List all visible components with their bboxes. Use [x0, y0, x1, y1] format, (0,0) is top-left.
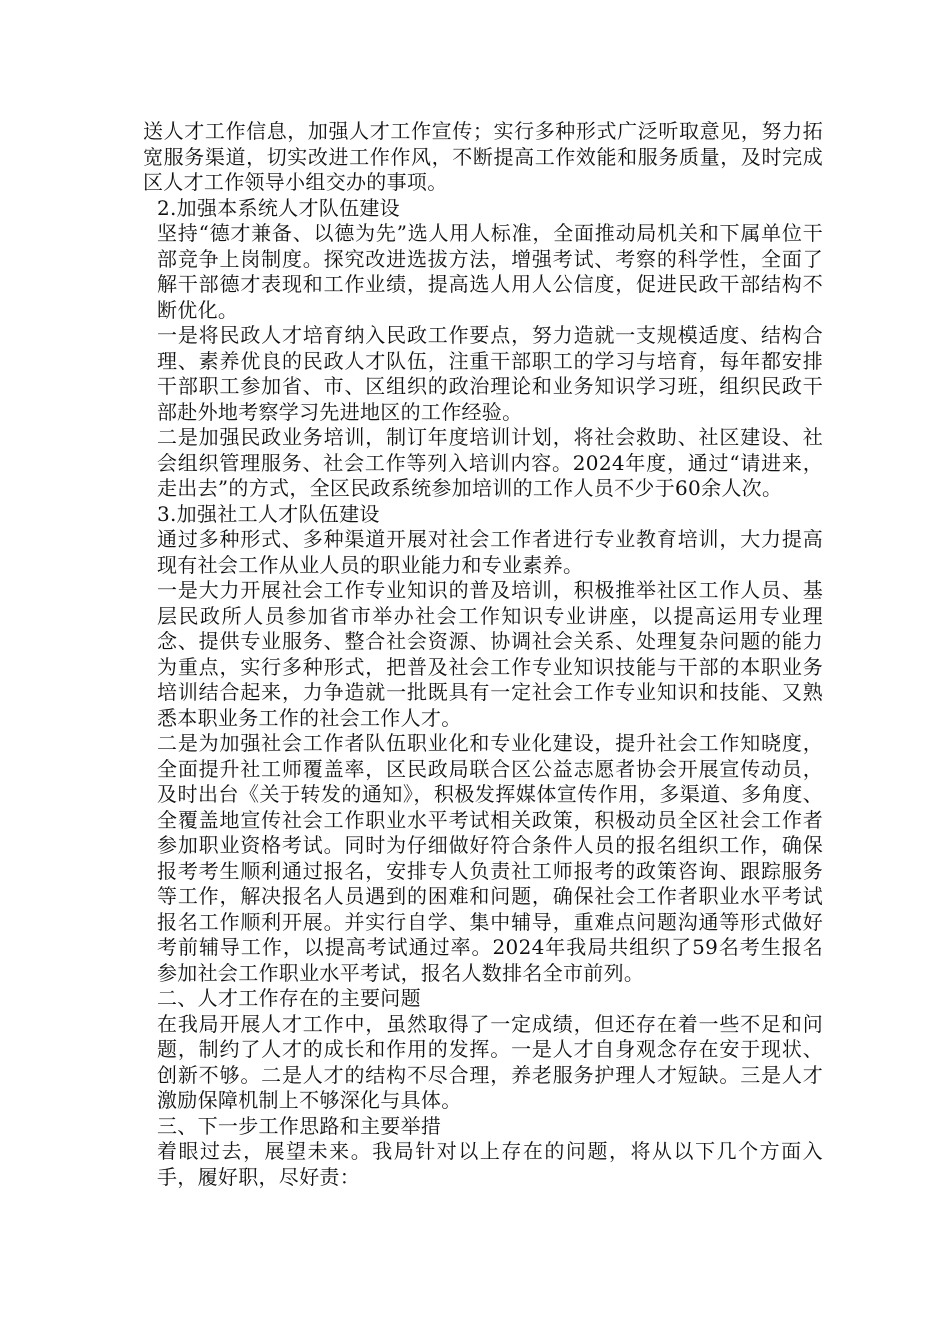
section-heading-problems: 二、人才工作存在的主要问题 [157, 986, 421, 1010]
section-heading-next-steps: 三、下一步工作思路和主要举措 [157, 1113, 442, 1138]
paragraph-continued: 送人才工作信息，加强人才工作宣传；实行多种形式广泛听取意见，努力拓宽服务渠道，切实改进工作作风，不断提高工作效能和服务质量，及时完成区人才工作领导小组交办的事项。 [143, 119, 823, 194]
section-heading-talent-team: 2.加强本系统人才队伍建设 [157, 195, 400, 220]
paragraph-problems: 在我局开展人才工作中，虽然取得了一定成绩，但还存在着一些不足和问题，制约了人才的成长和作用的发挥。一是人才自身观念存在安于现状、创新不够。二是人才的结构不尽合理，养老服务护理人才短缺。三是人才激励保障机制上不够深化与具体。 [157, 1011, 823, 1112]
section-heading-social-workers: 3.加强社工人才队伍建设 [157, 501, 380, 526]
document-body [143, 119, 823, 1190]
paragraph-training-second: 二是加强民政业务培训，制订年度培训计划，将社会救助、社区建设、社会组织管理服务、社会工作等列入培训内容。2024年度，通过“请进来，走出去”的方式，全区民政系统参加培训的工作人员不少于60余人次。 [157, 425, 823, 500]
paragraph-education: 通过多种形式、多种渠道开展对社会工作者进行专业教育培训，大力提高现有社会工作从业人员的职业能力和专业素养。 [157, 527, 823, 577]
paragraph-selection-standard: 坚持“德才兼备、以德为先”选人用人标准，全面推动局机关和下属单位干部竞争上岗制度。探究改进选拔方法，增强考试、考察的科学性，全面了解干部德才表现和工作业绩，提高选人用人公信度，促进民政干部结构不断优化。 [157, 221, 823, 322]
paragraph-next-steps: 着眼过去，展望未来。我局针对以上存在的问题，将从以下几个方面入手，履好职，尽好责： [157, 1139, 823, 1189]
paragraph-training-first: 一是将民政人才培育纳入民政工作要点，努力造就一支规模适度、结构合理、素养优良的民政人才队伍，注重干部职工的学习与培育，每年都安排干部职工参加省、市、区组织的政治理论和业务知识学习班，组织民政干部赴外地考察学习先进地区的工作经验。 [157, 323, 823, 424]
paragraph-popularize-training: 一是大力开展社会工作专业知识的普及培训，积极推举社区工作人员、基层民政所人员参加省市举办社会工作知识专业讲座，以提高运用专业理念、提供专业服务、整合社会资源、协调社会关系、处理复杂问题的能力为重点，实行多种形式，把普及社会工作专业知识技能与干部的本职业务培训结合起来，力争造就一批既具有一定社会工作专业知识和技能、又熟悉本职业务工作的社会工作人才。 [157, 578, 823, 730]
paragraph-professionalization: 二是为加强社会工作者队伍职业化和专业化建设，提升社会工作知晓度，全面提升社工师覆盖率，区民政局联合区公益志愿者协会开展宣传动员，及时出台《关于转发的通知》，积极发挥媒体宣传作用，多渠道、多角度、全覆盖地宣传社会工作职业水平考试相关政策，积极动员全区社会工作者参加职业资格考试。同时为仔细做好符合条件人员的报名组织工作，确保报考考生顺利通过报名，安排专人负责社工师报考的政策咨询、跟踪服务等工作，解决报名人员遇到的困难和问题，确保社会工作者职业水平考试报名工作顺利开展。并实行自学、集中辅导，重难点问题沟通等形式做好考前辅导工作，以提高考试通过率。2024年我局共组织了59名考生报名参加社会工作职业水平考试，报名人数排名全市前列。 [157, 731, 823, 985]
